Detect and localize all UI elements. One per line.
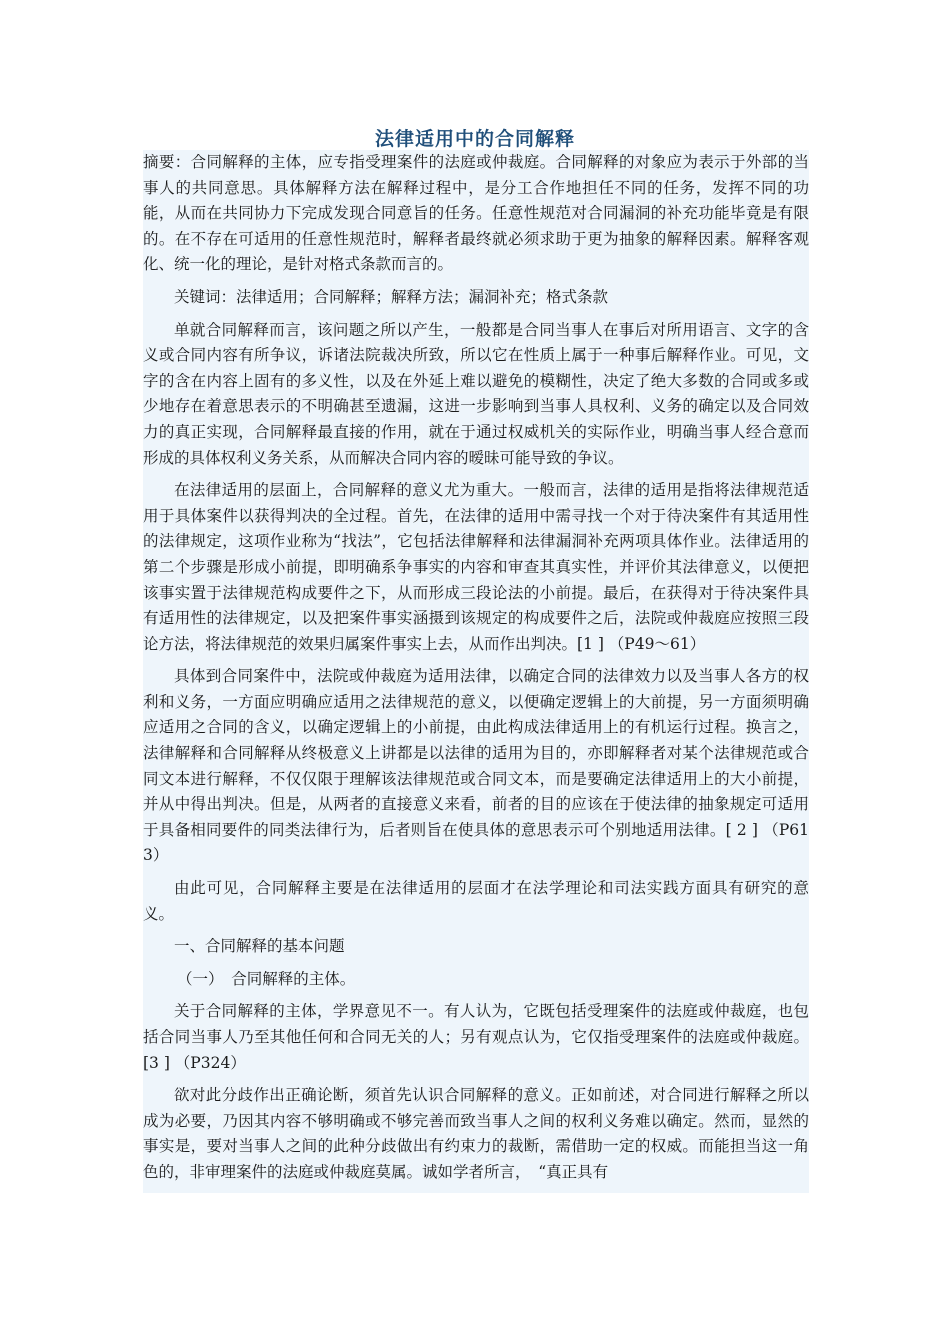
keywords-paragraph: 关键词：法律适用；合同解释；解释方法；漏洞补充；格式条款 (174, 287, 609, 306)
document-title: 法律适用中的合同解释 (374, 128, 575, 150)
body-paragraph: 单就合同解释而言，该问题之所以产生，一般都是合同当事人在事后对所用语言、文字的含义或合同内容有所争议，诉诸法院裁决所致，所以它在性质上属于一种事后解释作业。可见，文字的含在内容上固有的多义性，以及在外延上难以避免的模糊性，决定了绝大多数的合同或多或少地存在着意思表示的不明确甚至遗漏，这进一步影响到当事人具权利、义务的确定以及合同效力的真正实现，合同解释最直接的作用，就在于通过权威机关的实际作业，明确当事人经合意而形成的具体权利义务关系，从而解决合同内容的暧昧可能导致的争议。 (143, 320, 809, 467)
body-paragraph: 具体到合同案件中，法院或仲裁庭为适用法律，以确定合同的法律效力以及当事人各方的权利和义务，一方面应明确应适用之法律规范的意义，以便确定逻辑上的大前提，另一方面须明确应适用之合同的含义，以确定逻辑上的小前提，由此构成法律适用上的有机运行过程。换言之，法律解释和合同解释从终极意义上讲都是以法律的适用为目的，亦即解释者对某个法律规范或合同文本进行解释，不仅仅限于理解该法律规范或合同文本，而是要确定法律适用上的大小前提，并从中得出判决。但是，从两者的直接意义来看，前者的目的应该在于使法律的抽象规定可适用于具备相同要件的同类法律行为，后者则旨在使具体的意思表示可个别地适用法律。[ 2 ] （P613） (143, 667, 809, 865)
body-paragraph: 由此可见，合同解释主要是在法律适用的层面才在法学理论和司法实践方面具有研究的意义。 (143, 879, 809, 923)
abstract-paragraph: 摘要：合同解释的主体，应专指受理案件的法庭或仲裁庭。合同解释的对象应为表示于外部的当事人的共同意思。具体解释方法在解释过程中，是分工合作地担任不同的任务，发挥不同的功能，从而在共同协力下完成发现合同意旨的任务。任意性规范对合同漏洞的补充功能毕竟是有限的。在不存在可适用的任意性规范时，解释者最终就必须求助于更为抽象的解释因素。解释客观化、统一化的理论，是针对格式条款而言的。 (143, 153, 809, 274)
body-paragraph: 在法律适用的层面上，合同解释的意义尤为重大。一般而言，法律的适用是指将法律规范适用于具体案件以获得判决的全过程。首先，在法律的适用中需寻找一个对于待决案件有其适用性的法律规定，这项作业称为“找法”，它包括法律解释和法律漏洞补充两项具体作业。法律适用的第二个步骤是形成小前提，即明确系争事实的内容和审查其真实性，并评价其法律意义，以便把该事实置于法律规范构成要件之下，从而形成三段论法的小前提。最后，在获得对于待决案件具有适用性的法律规定，以及把案件事实涵摄到该规定的构成要件之后，法院或仲裁庭应按照三段论方法，将法律规范的效果归属案件事实上去，从而作出判决。[1 ] （P49～61） (143, 481, 809, 653)
document-body (143, 150, 809, 1193)
body-paragraph: 欲对此分歧作出正确论断，须首先认识合同解释的意义。正如前述，对合同进行解释之所以成为必要，乃因其内容不够明确或不够完善而致当事人之间的权利义务难以确定。然而，显然的事实是，要对当事人之间的此种分歧做出有约束力的裁断，需借助一定的权威。而能担当这一角色的，非审理案件的法庭或仲裁庭莫属。诚如学者所言， “真正具有 (143, 1086, 809, 1181)
subsection-heading: （一） 合同解释的主体。 (177, 969, 356, 988)
section-heading: 一、合同解释的基本问题 (174, 937, 345, 956)
body-paragraph: 关于合同解释的主体，学界意见不一。有人认为，它既包括受理案件的法庭或仲裁庭，也包括合同当事人乃至其他任何和合同无关的人；另有观点认为，它仅指受理案件的法庭或仲裁庭。[3 ] （P324） (143, 1002, 809, 1072)
